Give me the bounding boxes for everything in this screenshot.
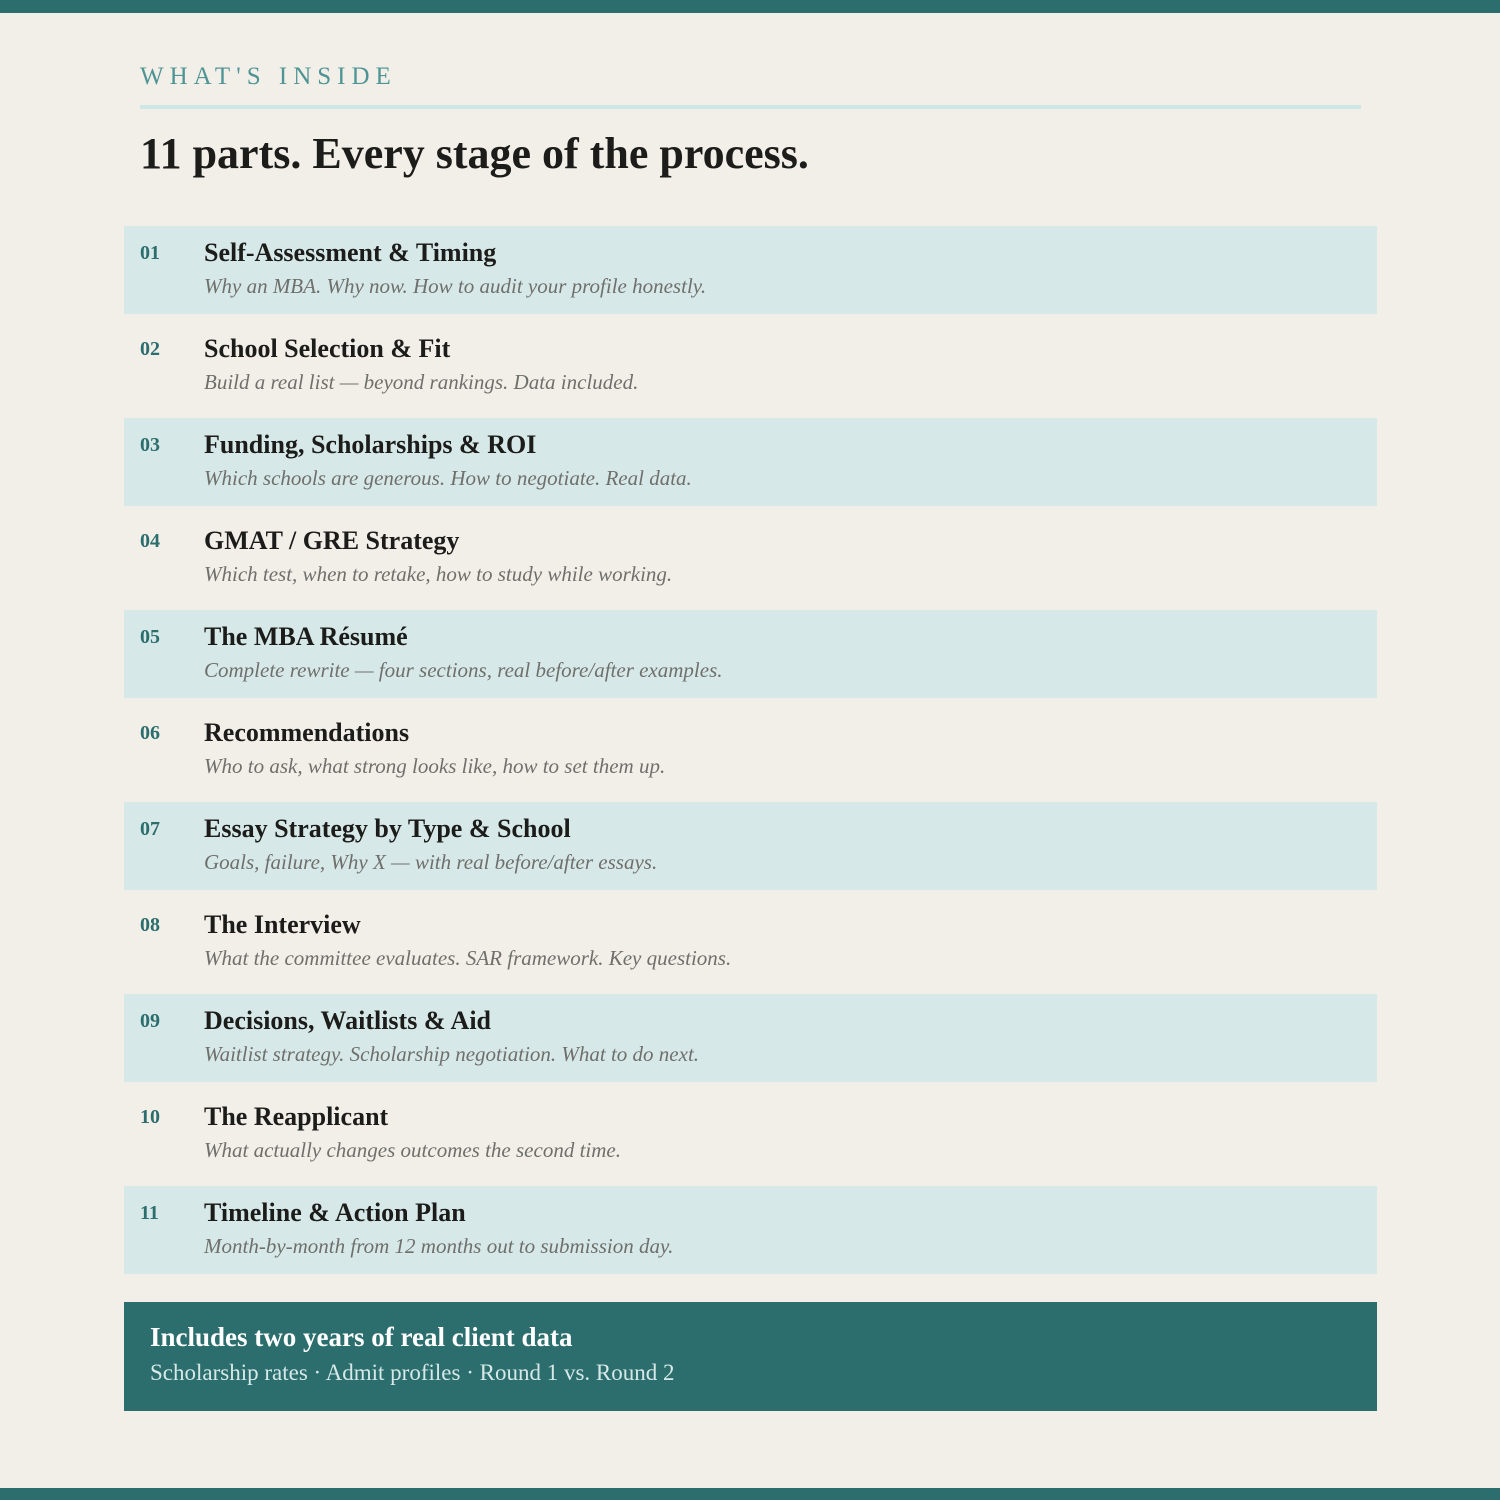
part-title: Timeline & Action Plan — [204, 1198, 466, 1227]
bottom-accent-bar — [0, 1488, 1500, 1500]
page-headline: 11 parts. Every stage of the process. — [140, 129, 809, 178]
part-item — [124, 898, 1377, 994]
part-description: Build a real list — beyond rankings. Data included. — [204, 370, 639, 394]
part-item — [124, 1186, 1377, 1282]
part-item — [124, 418, 1377, 514]
section-eyebrow: WHAT'S INSIDE — [140, 63, 397, 90]
part-number: 05 — [140, 626, 160, 648]
part-title: GMAT / GRE Strategy — [204, 526, 460, 555]
top-accent-bar — [0, 0, 1500, 13]
part-description: Which schools are generous. How to negotiate. Real data. — [204, 466, 692, 490]
part-description: Complete rewrite — four sections, real before/after examples. — [204, 658, 723, 682]
client-data-callout — [124, 1302, 1377, 1411]
part-title: Recommendations — [204, 718, 410, 747]
part-number: 06 — [140, 722, 160, 744]
part-number: 09 — [140, 1010, 160, 1032]
part-number: 10 — [140, 1106, 160, 1128]
part-number: 04 — [140, 530, 160, 552]
part-item — [124, 1090, 1377, 1186]
callout-subtitle: Scholarship rates · Admit profiles · Round 1 vs. Round 2 — [150, 1360, 675, 1385]
part-description: What the committee evaluates. SAR framework. Key questions. — [204, 946, 732, 970]
part-description: What actually changes outcomes the second time. — [204, 1138, 621, 1162]
part-description: Goals, failure, Why X — with real before/after essays. — [204, 850, 658, 874]
part-description: Which test, when to retake, how to study while working. — [204, 562, 673, 586]
part-title: School Selection & Fit — [204, 334, 451, 363]
part-number: 08 — [140, 914, 160, 936]
part-number: 03 — [140, 434, 160, 456]
part-item — [124, 322, 1377, 418]
part-item — [124, 610, 1377, 706]
part-item — [124, 706, 1377, 802]
callout-title: Includes two years of real client data — [150, 1322, 573, 1352]
part-title: Decisions, Waitlists & Aid — [204, 1006, 492, 1035]
part-title: Essay Strategy by Type & School — [204, 814, 571, 843]
parts-list — [124, 226, 1377, 1282]
part-title: The Reapplicant — [204, 1102, 389, 1131]
part-description: Month-by-month from 12 months out to submission day. — [204, 1234, 674, 1258]
part-item — [124, 994, 1377, 1090]
part-title: The Interview — [204, 910, 361, 939]
part-title: Self-Assessment & Timing — [204, 238, 497, 267]
part-item — [124, 226, 1377, 322]
part-item — [124, 514, 1377, 610]
part-title: Funding, Scholarships & ROI — [204, 430, 537, 459]
part-description: Waitlist strategy. Scholarship negotiation. What to do next. — [204, 1042, 700, 1066]
part-description: Why an MBA. Why now. How to audit your profile honestly. — [204, 274, 707, 298]
eyebrow-divider — [140, 105, 1361, 109]
part-description: Who to ask, what strong looks like, how to set them up. — [204, 754, 666, 778]
part-number: 02 — [140, 338, 160, 360]
part-number: 01 — [140, 242, 160, 264]
part-title: The MBA Résumé — [204, 622, 408, 651]
part-item — [124, 802, 1377, 898]
part-number: 07 — [140, 818, 160, 840]
part-number: 11 — [140, 1202, 159, 1224]
